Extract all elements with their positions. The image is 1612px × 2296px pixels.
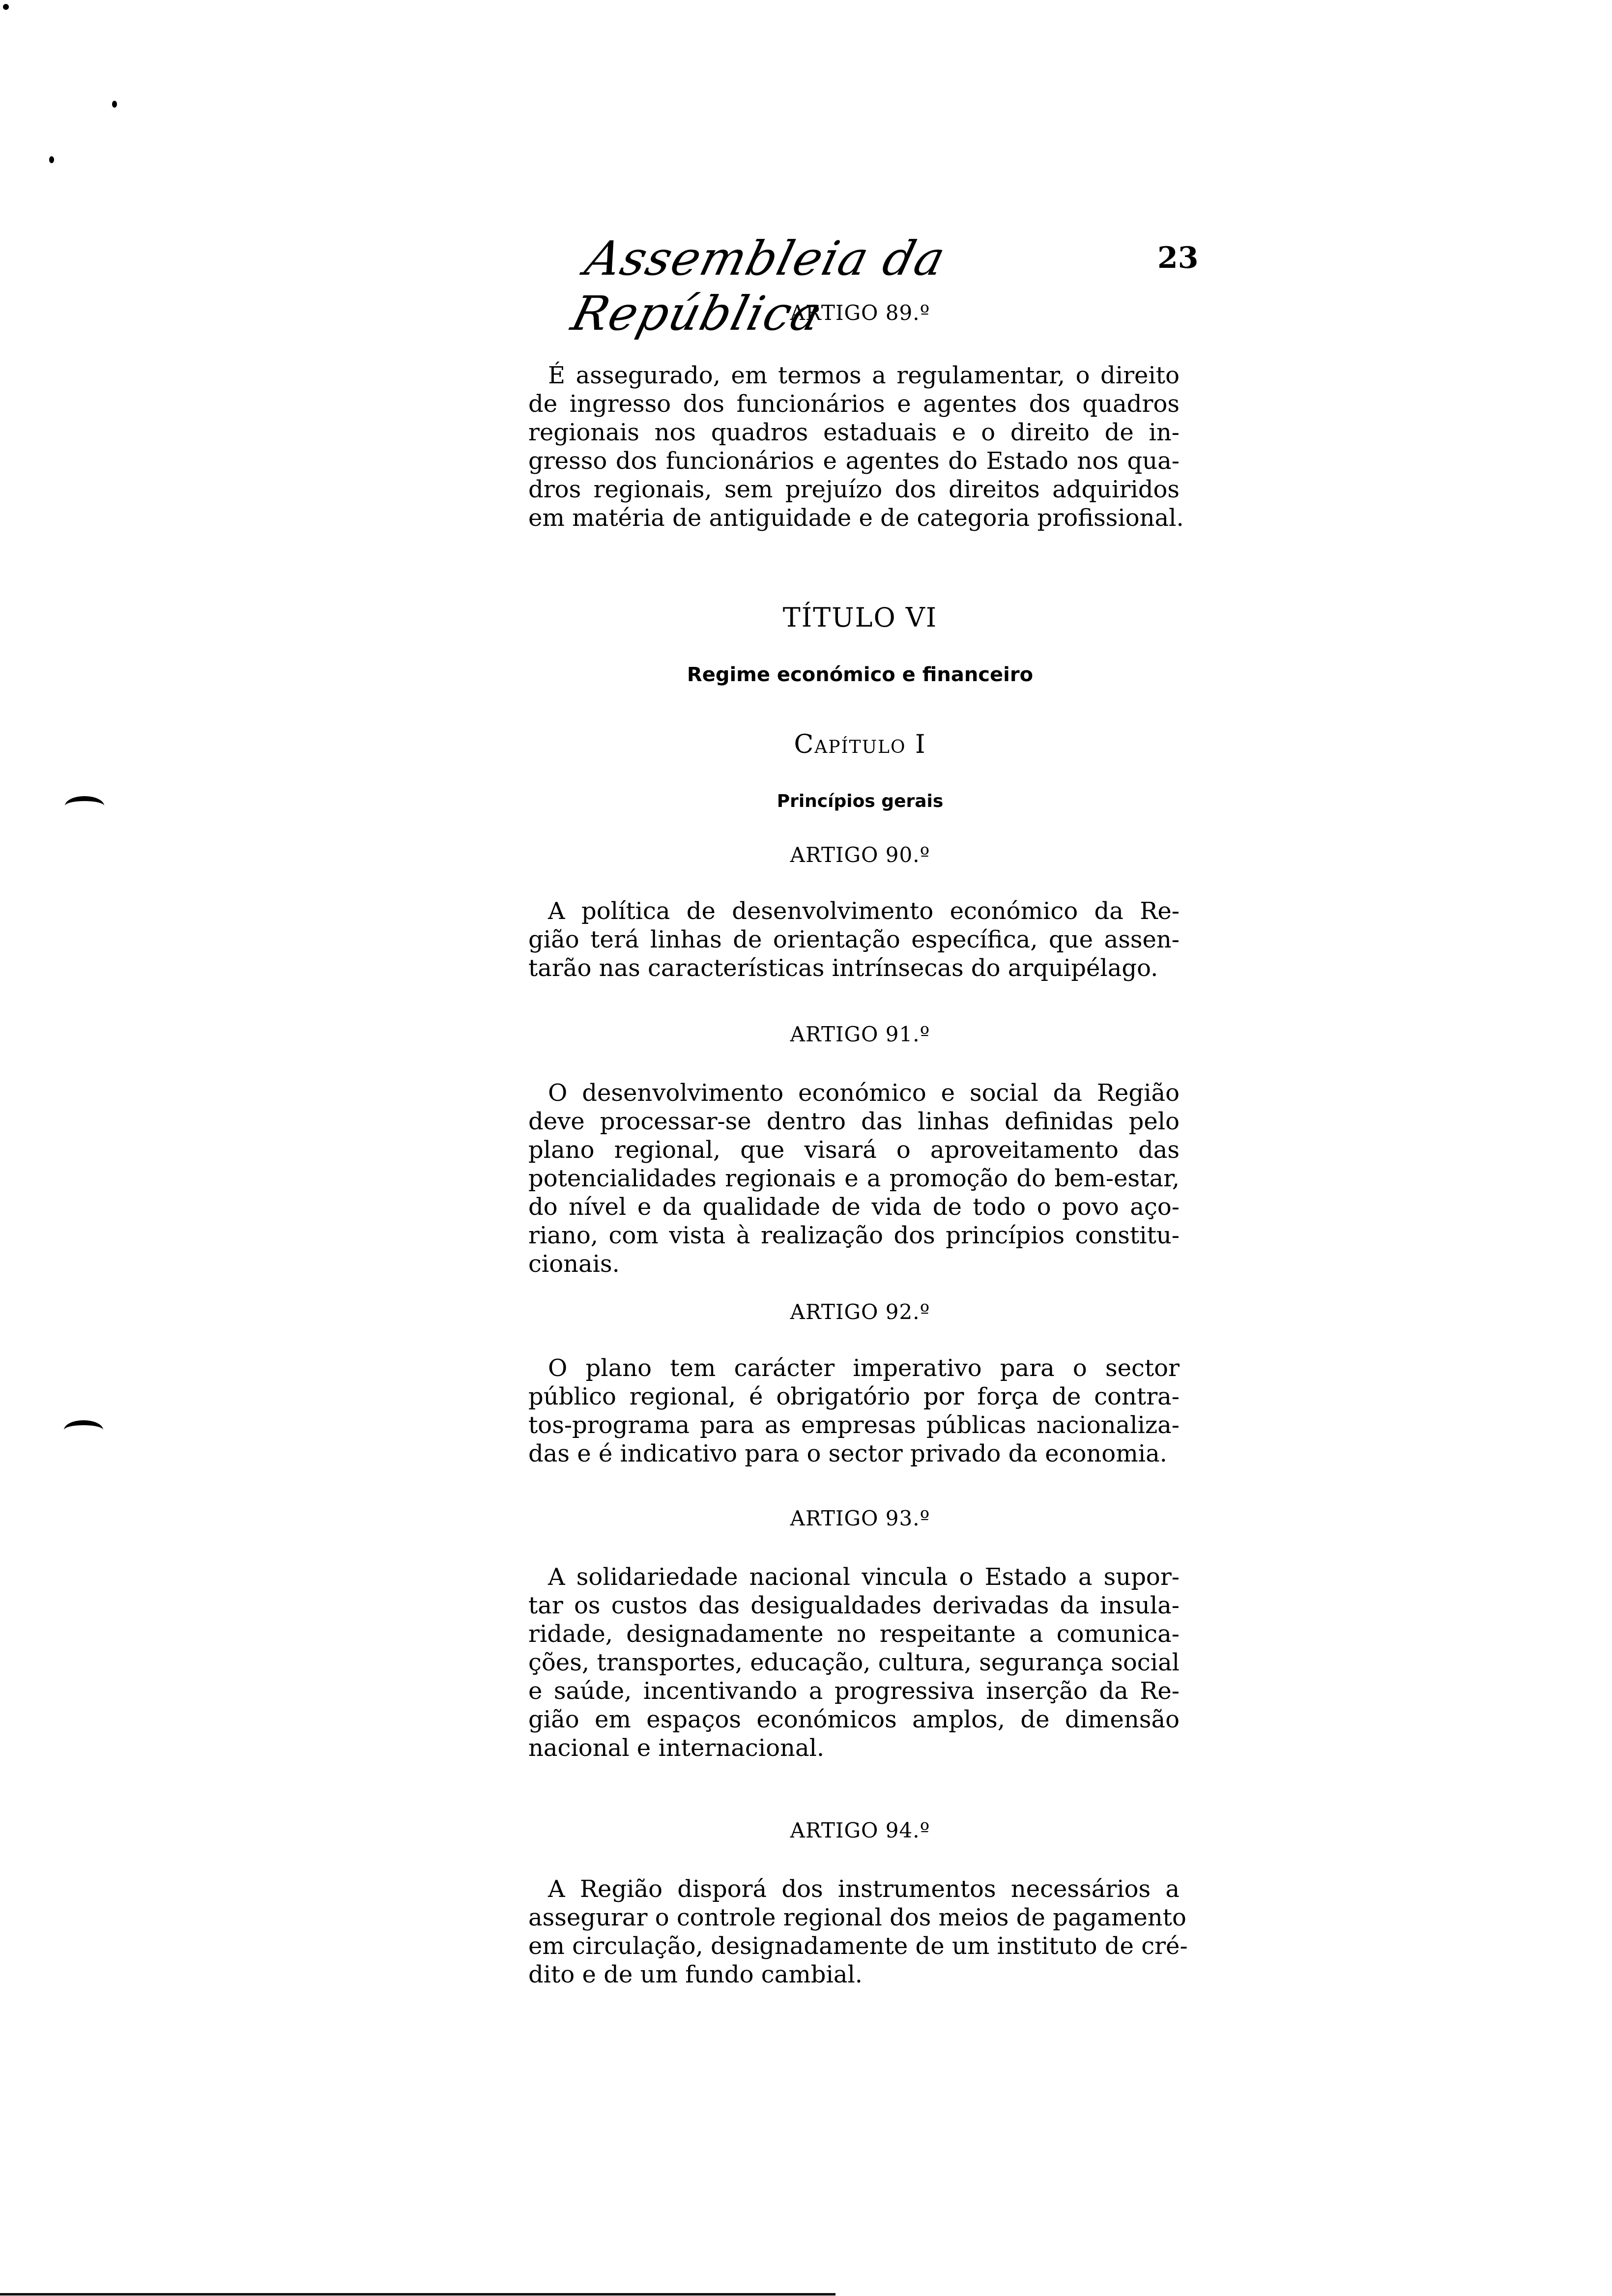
text-line: em circulação, designadamente de um instituto de cré- <box>528 1932 1188 1960</box>
scan-speck <box>112 101 117 108</box>
text-line: gião terá linhas de orientação específica, que assen- <box>528 926 1180 953</box>
text-line: É assegurado, em termos a regulamentar, o direito <box>548 362 1180 389</box>
text-line: riano, com vista à realização dos princípios constitu- <box>528 1222 1180 1249</box>
article-93-text <box>528 1563 1180 1762</box>
article-91-heading: ARTIGO 91.º <box>790 1022 930 1046</box>
article-94-heading: ARTIGO 94.º <box>790 1818 930 1842</box>
capitulo-heading: Capítulo I <box>794 730 926 759</box>
text-line: ridade, designadamente no respeitante a comunica- <box>528 1620 1180 1648</box>
article-92-heading: ARTIGO 92.º <box>790 1300 930 1324</box>
scan-speck <box>49 156 54 163</box>
scan-edge-line <box>0 2293 835 2296</box>
titulo-subtitle: Regime económico e financeiro <box>687 663 1034 686</box>
text-line: dito e de um fundo cambial. <box>528 1961 863 1988</box>
article-93-heading: ARTIGO 93.º <box>790 1506 930 1530</box>
text-line: de ingresso dos funcionários e agentes dos quadros <box>528 390 1180 418</box>
text-line: das e é indicativo para o sector privado da economia. <box>528 1440 1167 1467</box>
article-89-text <box>528 361 1184 532</box>
text-line: deve processar-se dentro das linhas definidas pelo <box>528 1108 1180 1135</box>
scan-speck <box>3 4 9 10</box>
article-90-text <box>528 897 1180 982</box>
text-line: O plano tem carácter imperativo para o sector <box>548 1354 1180 1382</box>
text-line: público regional, é obrigatório por força de contra- <box>528 1383 1180 1410</box>
text-line: dros regionais, sem prejuízo dos direitos adquiridos <box>528 476 1180 503</box>
article-89-heading: ARTIGO 89.º <box>790 301 930 325</box>
hole-punch-mark <box>65 796 104 816</box>
text-line: assegurar o controle regional dos meios de pagamento <box>528 1904 1186 1931</box>
text-line: ções, transportes, educação, cultura, segurança social <box>528 1649 1180 1676</box>
text-line: A solidariedade nacional vincula o Estado a supor- <box>548 1563 1180 1591</box>
text-line: potencialidades regionais e a promoção do bem-estar, <box>528 1165 1180 1192</box>
text-line: gresso dos funcionários e agentes do Estado nos qua- <box>528 447 1180 475</box>
text-line: gião em espaços económicos amplos, de dimensão <box>528 1706 1180 1733</box>
text-line: do nível e da qualidade de vida de todo o povo aço- <box>528 1193 1180 1221</box>
article-90-heading: ARTIGO 90.º <box>790 843 930 867</box>
text-line: A política de desenvolvimento económico da Re- <box>548 897 1180 925</box>
text-line: em matéria de antiguidade e de categoria profissional. <box>528 504 1184 532</box>
titulo-heading: TÍTULO VI <box>782 602 938 633</box>
article-91-text <box>528 1079 1180 1278</box>
text-line: tarão nas características intrínsecas do arquipélago. <box>528 954 1158 982</box>
text-line: A Região disporá dos instrumentos necessários a <box>548 1875 1180 1903</box>
text-line: tos-programa para as empresas públicas nacionaliza- <box>528 1411 1180 1439</box>
text-line: tar os custos das desigualdades derivadas da insula- <box>528 1592 1180 1619</box>
page-number: 23 <box>1157 241 1199 275</box>
text-line: cionais. <box>528 1250 620 1278</box>
text-line: regionais nos quadros estaduais e o direito de in- <box>528 419 1180 446</box>
article-94-text <box>528 1875 1188 1989</box>
hole-punch-mark <box>64 1420 103 1440</box>
capitulo-subtitle: Princípios gerais <box>777 791 944 811</box>
text-line: O desenvolvimento económico e social da Região <box>548 1079 1180 1107</box>
page-header-title: Assembleia da República <box>566 231 951 341</box>
text-line: nacional e internacional. <box>528 1734 825 1762</box>
text-line: e saúde, incentivando a progressiva inserção da Re- <box>528 1677 1180 1705</box>
article-92-text <box>528 1354 1180 1468</box>
text-line: plano regional, que visará o aproveitamento das <box>528 1136 1180 1164</box>
